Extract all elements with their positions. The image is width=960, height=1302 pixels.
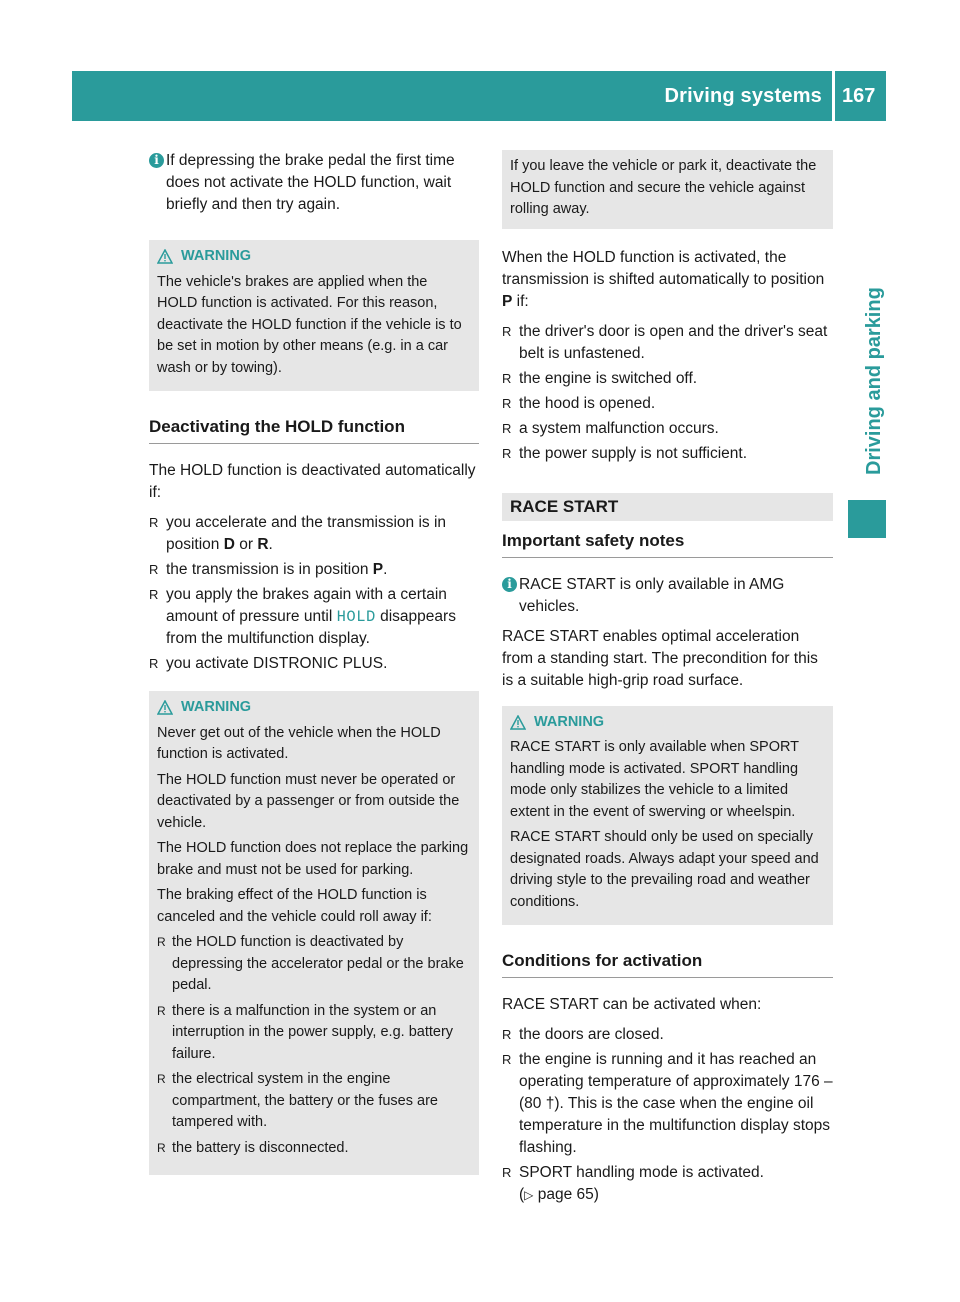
- section-heading: Important safety notes: [502, 529, 833, 558]
- list-item: R SPORT handling mode is activated. (▷ page 65): [502, 1162, 833, 1206]
- page-reference[interactable]: (▷ page 65): [519, 1186, 599, 1203]
- display-message: HOLD: [336, 608, 376, 626]
- warning-text: RACE START is only available when SPORT handling mode is activated. SPORT handling mode only stabilizes the vehicle to a limited extent in the event of swerving or wheelspin.: [510, 739, 799, 820]
- shift-list: [502, 321, 833, 465]
- page-title: Driving systems: [664, 85, 822, 107]
- list-item: R the power supply is not sufficient.: [502, 443, 833, 465]
- info-note: [502, 574, 833, 618]
- left-column: [149, 150, 479, 1199]
- paragraph: When the HOLD function is activated, the transmission is shifted automatically to position P if:: [502, 248, 825, 310]
- warning-header: [157, 246, 471, 268]
- list-item: R a system malfunction occurs.: [502, 418, 833, 440]
- note-box: If you leave the vehicle or park it, deactivate the HOLD function and secure the vehicle against rolling away.: [502, 150, 833, 229]
- warning-header: [157, 697, 471, 719]
- paragraph: RACE START enables optimal acceleration from a standing start. The precondition for this is a suitable high-grip road surface.: [502, 627, 818, 689]
- info-text: If depressing the brake pedal the first time does not activate the HOLD function, wait briefly and then try again.: [166, 152, 455, 213]
- warning-box: [149, 691, 479, 1175]
- warning-label: WARNING: [534, 713, 605, 730]
- conditions-list: [502, 1024, 833, 1206]
- info-icon: i: [502, 577, 517, 592]
- paragraph: RACE START can be activated when:: [502, 996, 762, 1013]
- warning-label: WARNING: [181, 248, 252, 264]
- info-text: RACE START is only available in AMG vehicles.: [519, 575, 785, 615]
- warning-box: [149, 240, 479, 391]
- list-item: R the driver's door is open and the driver's seat belt is unfastened.: [502, 321, 833, 365]
- section-heading: Conditions for activation: [502, 949, 833, 978]
- warning-triangle-icon: [157, 249, 173, 264]
- list-item: R the engine is switched off.: [502, 368, 833, 390]
- list-item: R the transmission is in position P.: [149, 559, 479, 581]
- warning-text: Never get out of the vehicle when the HOLD function is activated.: [157, 724, 441, 762]
- section-heading: Deactivating the HOLD function: [149, 415, 479, 444]
- warning-box: [502, 706, 833, 926]
- side-tab-label: Driving and parking: [863, 287, 885, 475]
- warning-triangle-icon: [510, 715, 526, 730]
- warning-list: [157, 932, 471, 1159]
- warning-triangle-icon: [157, 700, 173, 715]
- arrow-right-icon: ▷: [524, 1188, 534, 1202]
- section-band: RACE START: [502, 493, 833, 521]
- warning-text: RACE START should only be used on specially designated roads. Always adapt your speed and driving style to the prevailing road and weather conditions.: [510, 829, 819, 910]
- paragraph: The HOLD function is deactivated automatically if:: [149, 462, 476, 501]
- warning-label: WARNING: [181, 699, 252, 715]
- list-item: R you activate DISTRONIC PLUS.: [149, 653, 479, 675]
- info-icon: i: [149, 153, 164, 168]
- warning-text: The vehicle's brakes are applied when the HOLD function is activated. For this reason, deactivate the HOLD function if the vehicle is to be set in motion by other means (e.g. in a car wash or by towing).: [157, 273, 462, 376]
- list-item: R you apply the brakes again with a certain amount of pressure until HOLD disappears from the multifunction display.: [149, 584, 479, 650]
- info-note: [149, 150, 479, 216]
- page-number: 167: [842, 85, 876, 107]
- list-item: R the engine is running and it has reached an operating temperature of approximately 176 ‒ (80 †). This is the case when the engine oil temperature in the multifunction display stops flashing.: [502, 1049, 833, 1159]
- list-item: R the hood is opened.: [502, 393, 833, 415]
- right-column: [502, 150, 833, 1214]
- deactivation-list: [149, 512, 479, 675]
- side-tab-marker: [848, 500, 886, 538]
- list-item: R the electrical system in the engine compartment, the battery or the fuses are tampered with.: [157, 1069, 471, 1134]
- list-item: R the battery is disconnected.: [157, 1138, 471, 1160]
- warning-text: The HOLD function must never be operated or deactivated by a passenger or from outside the vehicle.: [157, 771, 460, 831]
- list-item: R the doors are closed.: [502, 1024, 833, 1046]
- list-item: R you accelerate and the transmission is in position D or R.: [149, 512, 479, 556]
- list-item: R the HOLD function is deactivated by depressing the accelerator pedal or the brake pedal.: [157, 932, 471, 997]
- header-separator: [832, 71, 835, 121]
- warning-header: [510, 712, 825, 734]
- warning-text: The braking effect of the HOLD function is canceled and the vehicle could roll away if:: [157, 887, 432, 925]
- list-item: R there is a malfunction in the system or an interruption in the power supply, e.g. battery failure.: [157, 1001, 471, 1066]
- warning-text: The HOLD function does not replace the parking brake and must not be used for parking.: [157, 840, 469, 878]
